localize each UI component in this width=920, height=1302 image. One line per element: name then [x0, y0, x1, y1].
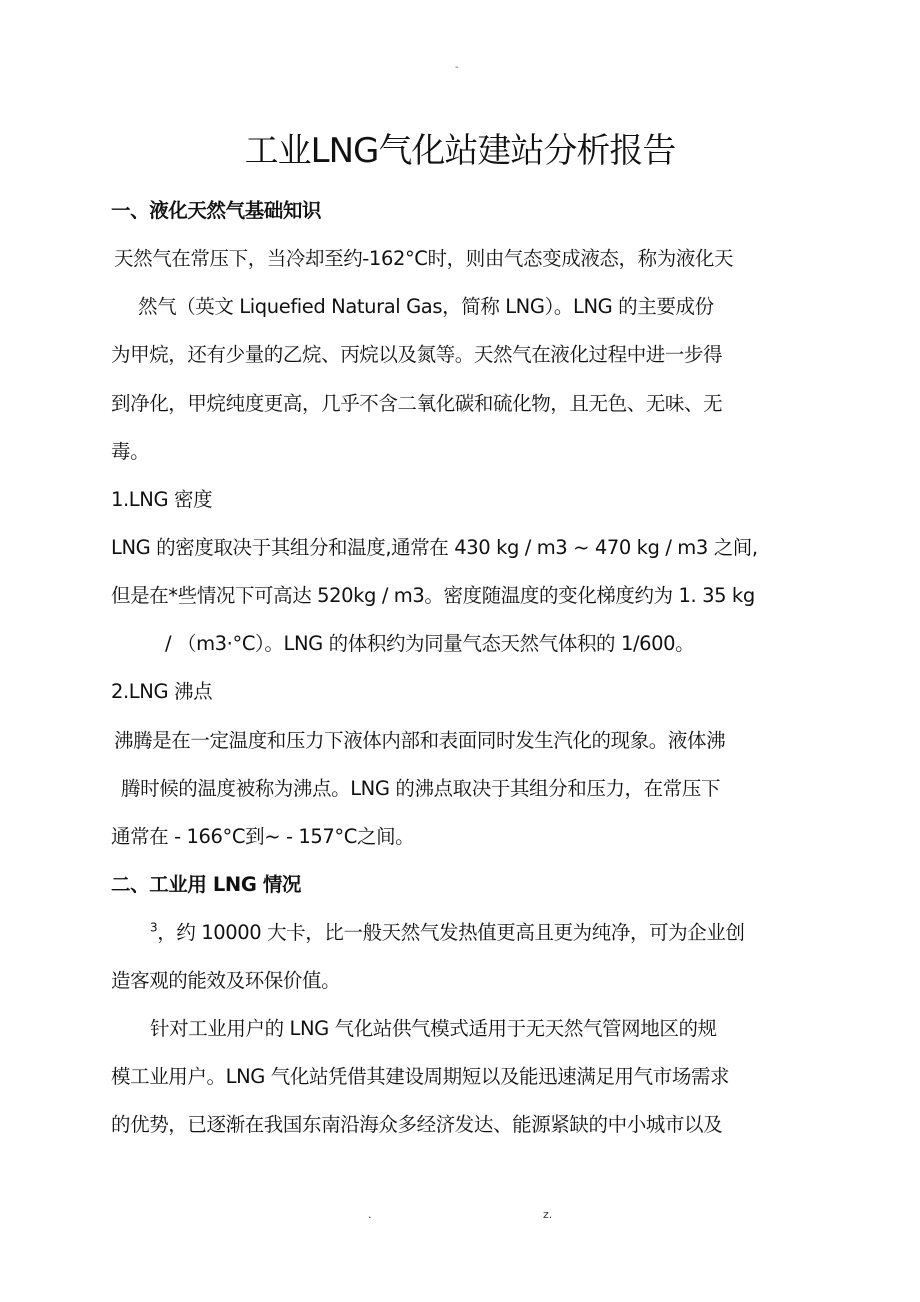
- footer-mark-left: .: [368, 1208, 372, 1221]
- paragraph-line: 为甲烷，还有少量的乙烷、丙烷以及氮等。天然气在液化过程中进一步得: [111, 343, 723, 366]
- paragraph-line: [150, 918, 745, 948]
- header-mark: -: [455, 62, 459, 73]
- paragraph-line: 到净化，甲烷纯度更高，几乎不含二氧化碳和硫化物，且无色、无味、无: [111, 392, 723, 415]
- footnote-superscript: 3: [150, 920, 158, 935]
- paragraph-line: 沸腾是在一定温度和压力下液体内部和表面同时发生汽化的现象。液体沸: [114, 729, 726, 752]
- section-heading-1: 一、液化天然气基础知识: [111, 199, 322, 222]
- subheading-boiling-point: 2.LNG 沸点: [111, 680, 213, 703]
- section-heading-2: 二、工业用 LNG 情况: [111, 873, 302, 896]
- paragraph-line: 然气（英文 Liquefied Natural Gas，简称 LNG）。LNG 的主要成份: [138, 295, 714, 318]
- paragraph-line: 但是在*些情况下可高达 520kg / m3。密度随温度的变化梯度约为 1. 35 kg: [111, 584, 755, 607]
- paragraph-line: LNG 的密度取决于其组分和温度,通常在 430 kg / m3 ~ 470 kg / m3 之间,: [111, 536, 758, 559]
- paragraph-line: 针对工业用户的 LNG 气化站供气模式适用于无天然气管网地区的规: [150, 1017, 717, 1040]
- paragraph-line: 的优势，已逐渐在我国东南沿海众多经济发达、能源紧缺的中小城市以及: [111, 1113, 723, 1136]
- paragraph-line: 通常在 - 166°C到~ - 157°C之间。: [111, 825, 415, 848]
- paragraph-text: ，约 10000 大卡，比一般天然气发热值更高且更为纯净，可为企业创: [157, 921, 745, 944]
- document-title: 工业LNG气化站建站分析报告: [244, 131, 676, 171]
- paragraph-line: 腾时候的温度被称为沸点。LNG 的沸点取决于其组分和压力，在常压下: [121, 777, 721, 800]
- footer-mark-right: z.: [543, 1208, 553, 1221]
- paragraph-line: 毒。: [111, 440, 150, 463]
- subheading-density: 1.LNG 密度: [111, 488, 213, 511]
- paragraph-line: 模工业用户。LNG 气化站凭借其建设周期短以及能迅速满足用气市场需求: [111, 1065, 730, 1088]
- paragraph-line: / （m3·°C）。LNG 的体积约为同量气态天然气体积的 1/600。: [165, 632, 695, 655]
- paragraph-line: 天然气在常压下，当冷却至约-162°C时，则由气态变成液态，称为液化天: [114, 247, 734, 270]
- paragraph-line: 造客观的能效及环保价值。: [111, 969, 341, 992]
